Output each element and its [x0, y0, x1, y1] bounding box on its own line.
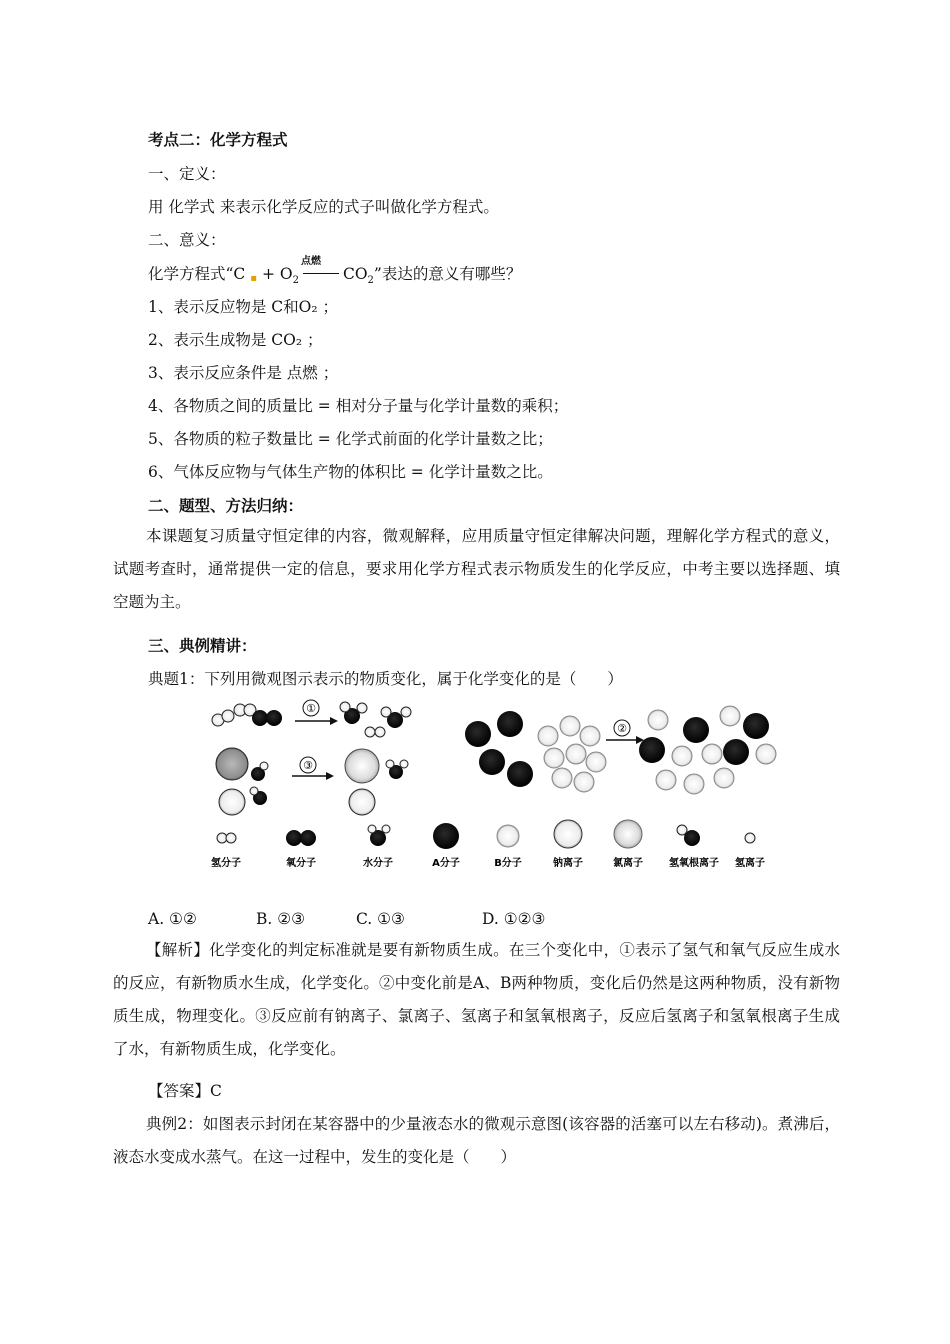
equation-suffix: ”表达的意义有哪些？ — [373, 265, 522, 283]
legend-row — [211, 820, 765, 869]
example2-question: 典例2：如图表示封闭在某容器中的少量液态水的微观示意图(该容器的活塞可以左右移动)。煮沸后，液态水变成水蒸气。在这一过程中，发生的变化是（ ） — [113, 1115, 840, 1166]
reaction-2-products — [639, 706, 776, 794]
reaction-3-products — [345, 749, 408, 815]
meaning-heading: 二、意义： — [148, 231, 226, 249]
legend-label: 氢氧根离子 — [669, 858, 719, 869]
legend-label: 氢分子 — [211, 858, 241, 869]
microscopic-diagram — [210, 696, 782, 874]
reaction-2-arrow — [606, 720, 644, 744]
legend-chloride-ion — [614, 820, 642, 848]
example1-question: 典题1：下列用微观图示表示的物质变化，属于化学变化的是（ ） — [148, 670, 623, 688]
legend-label: 钠离子 — [553, 858, 583, 869]
answer-label: 【答案】 — [148, 1082, 211, 1100]
answer-value: C — [210, 1082, 222, 1100]
legend-hydrogen-ion — [745, 833, 755, 843]
equation-o-sub: 2 — [292, 275, 299, 287]
reaction-3-reactants — [216, 748, 268, 815]
legend-sodium-ion — [554, 820, 582, 848]
reaction-condition: 点燃 — [300, 256, 321, 267]
ink-mark-icon: ▪ — [250, 273, 258, 284]
option-c: C. ①③ — [356, 910, 405, 928]
definition-text: 用 化学式 来表示化学反应的式子叫做化学方程式。 — [148, 198, 499, 216]
meaning-item: 3、表示反应条件是 点燃 ； — [148, 364, 339, 382]
equation-product-sub: 2 — [367, 275, 374, 287]
equation-line — [148, 256, 522, 291]
option-a: A. ①② — [148, 910, 197, 928]
analysis-paragraph — [113, 934, 840, 1066]
reaction-1-products — [340, 702, 411, 737]
reaction-3-arrow — [292, 757, 334, 780]
legend-label: 氢离子 — [735, 858, 765, 869]
option-d: D. ①②③ — [482, 910, 546, 928]
legend-b-molecule — [497, 825, 519, 847]
option-b: B. ②③ — [256, 910, 306, 928]
legend-label: A分子 — [432, 858, 460, 869]
equation-plus: + O — [261, 265, 293, 283]
legend-label: 水分子 — [363, 858, 393, 869]
meaning-item: 2、表示生成物是 CO₂ ； — [148, 331, 323, 349]
particle-diagram-svg — [210, 696, 782, 874]
legend-hydrogen-molecule — [217, 833, 236, 843]
legend-water-molecule — [368, 825, 390, 846]
arrow-label-1: ① — [306, 702, 316, 715]
meaning-item: 6、气体反应物与气体生产物的体积比 = 化学计量数之比。 — [148, 463, 553, 481]
answer-line — [148, 1081, 222, 1101]
legend-label: B分子 — [494, 858, 522, 869]
analysis-text: 化学变化的判定标准就是要有新物质生成。在三个变化中，①表示了氢气和氧气反应生成水的反应，有新物质水生成，化学变化。②中变化前是A、B两种物质，变化后仍然是这两种物质，没有新物质生成，物理变化。③反应前有钠离子、氯离子、氢离子和氢氧根离子，反应后氢离子和氢氧根离子生成了水，有新物质生成，化学变化。 — [113, 941, 840, 1058]
equation-product: CO — [342, 265, 368, 283]
reaction-1-arrow — [295, 700, 338, 725]
reaction-2-reactants — [465, 711, 606, 792]
analysis-label: 【解析】 — [146, 941, 210, 959]
legend-label: 氧分子 — [286, 858, 316, 869]
meaning-item: 5、各物质的粒子数量比 = 化学式前面的化学计量数之比； — [148, 430, 553, 448]
meaning-item: 1、表示反应物是 C和O₂ ； — [148, 298, 338, 316]
arrow-label-2: ② — [617, 722, 627, 735]
legend-a-molecule — [433, 823, 459, 849]
meaning-item: 4、各物质之间的质量比 = 相对分子量与化学计量数的乘积； — [148, 397, 569, 415]
legend-label: 氯离子 — [613, 858, 643, 869]
legend-hydroxide-ion — [677, 825, 700, 846]
legend-oxygen-molecule — [286, 830, 316, 846]
reaction-1-reactants — [212, 704, 282, 726]
equation-prefix: 化学方程式“C — [148, 265, 246, 283]
method-paragraph: 本课题复习质量守恒定律的内容，微观解释，应用质量守恒定律解决问题，理解化学方程式的意义，试题考查时，通常提供一定的信息，要求用化学方程式表示物质发生的化学反应，中考主要以选择题、填空题为主。 — [113, 527, 840, 611]
reaction-condition-arrow — [299, 256, 343, 284]
section-title: 考点二：化学方程式 — [148, 131, 288, 149]
definition-heading: 一、定义： — [148, 165, 226, 183]
arrow-label-3: ③ — [303, 759, 313, 772]
method-heading: 二、题型、方法归纳： — [148, 497, 304, 515]
equals-bar — [303, 273, 339, 274]
examples-heading: 三、典例精讲： — [148, 637, 257, 655]
